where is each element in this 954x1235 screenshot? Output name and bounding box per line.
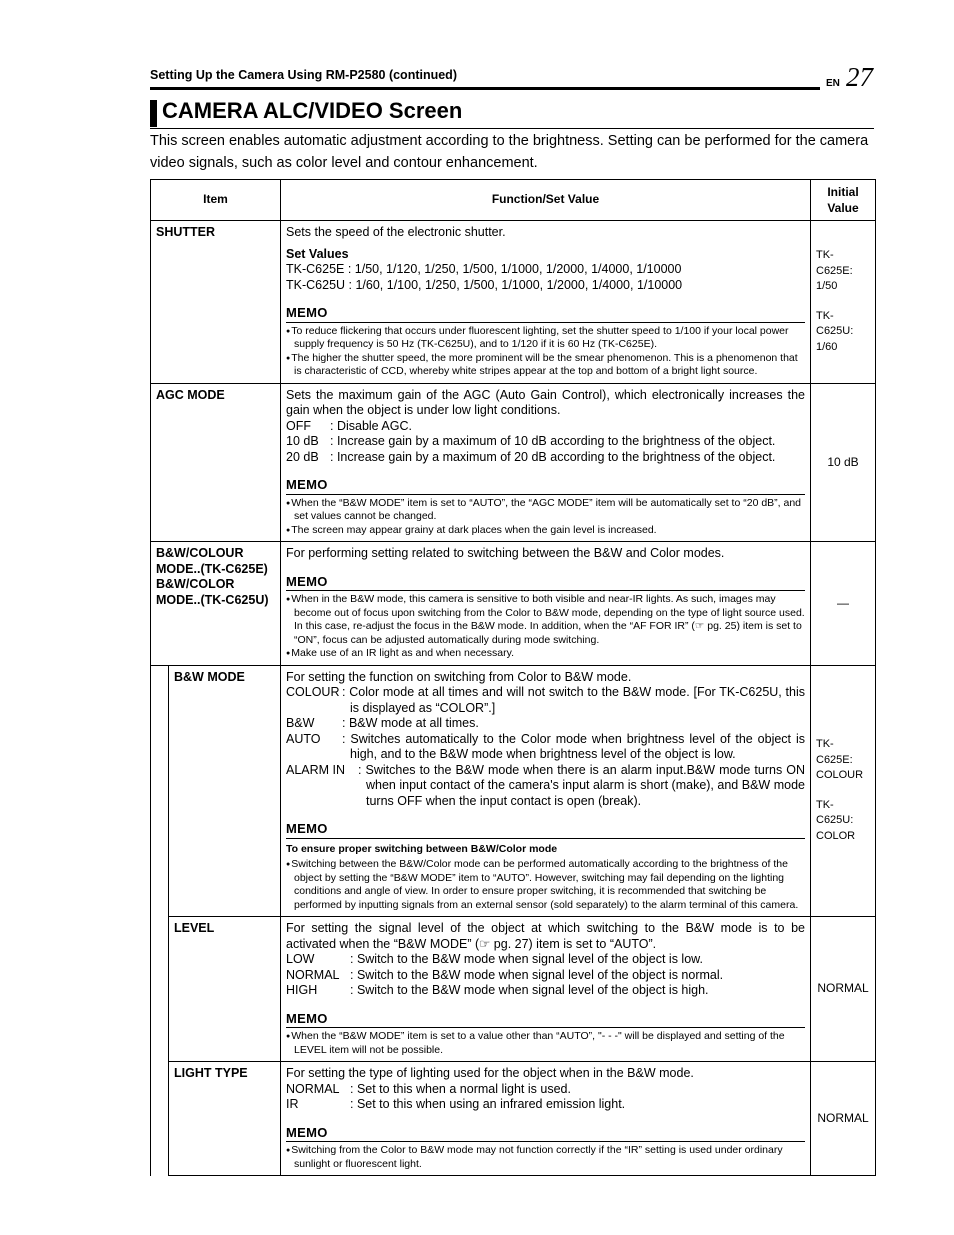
- memo-label: MEMO: [286, 477, 805, 495]
- initial-line: COLOR: [816, 829, 856, 842]
- memo-label: MEMO: [286, 305, 805, 323]
- memo-list: [286, 325, 805, 379]
- page-title: CAMERA ALC/VIDEO Screen: [162, 98, 463, 123]
- intro-text: This screen enables automatic adjustment according to the brightness. Setting can be performed for the camera video signals, such as color level and contour enhancement.: [150, 133, 869, 171]
- initial-bw-mode: [811, 665, 876, 917]
- option-row: B&W : B&W mode at all times.: [286, 716, 479, 730]
- shutter-values-e: TK-C625E : 1/50, 1/120, 1/250, 1/500, 1/1000, 1/2000, 1/4000, 1/10000: [286, 262, 682, 276]
- initial-line: TK-C625U:: [816, 309, 854, 338]
- page-header: [150, 62, 874, 92]
- initial-agc: 10 dB: [811, 383, 876, 542]
- bw-colour-desc: For performing setting related to switching between the B&W and Color modes.: [286, 546, 725, 560]
- initial-line: TK-C625E:: [816, 249, 853, 277]
- item-agc: AGC MODE: [151, 383, 281, 542]
- memo-item: ● To reduce flickering that occurs under fluorescent lighting, set the shutter speed to 1/100 if your local power supply frequency is 50 Hz (TK-C625U), and to 1/120 if it is 60 Hz (TK-C625E).: [286, 325, 805, 352]
- item-light-type: LIGHT TYPE: [169, 1062, 281, 1176]
- option-row: ALARM IN : Switches to the B&W mode when there is an alarm input.B&W mode turns ON when input contact of the camera's input alarm is short (make), and B&W mode turns OFF when the input contact is open (break).: [286, 762, 805, 808]
- memo-subheading: To ensure proper switching between B&W/Color mode: [286, 842, 558, 855]
- page-number: 27: [846, 62, 873, 92]
- memo-label: MEMO: [286, 574, 805, 592]
- option-row: AUTO : Switches automatically to the Color mode when brightness level of the object is high, and to the B&W mode when brightness level of the object is low.: [286, 731, 805, 761]
- memo-item: ● Switching from the Color to B&W mode may not function correctly if the “IR” setting is used under ordinary sunlight or fluorescent light.: [286, 1144, 805, 1171]
- initial-bw-colour: —: [811, 542, 876, 666]
- memo-item: ● When in the B&W mode, this camera is sensitive to both visible and near-IR lights. As such, images may become out of focus upon switching from the Color to B&W mode, depending on the type of light source used. In this case, re-adjust the focus in the B&W mode. In addition, when the “AF FOR IR” (☞ pg. 25) item is set to “ON”, focus can be adjusted automatically during mode switching.: [286, 593, 805, 647]
- memo-list: [286, 858, 805, 912]
- initial-line: COLOUR: [816, 769, 864, 782]
- table-row-light-type: [151, 1062, 876, 1176]
- memo-item: ● When the “B&W MODE” item is set to “AUTO”, the “AGC MODE” item will be automatically set to “20 dB”, and set values cannot be changed.: [286, 497, 805, 524]
- table-row-shutter: [151, 221, 876, 384]
- agc-desc: Sets the maximum gain of the AGC (Auto Gain Control), which electronically increases the gain when the object is under low light conditions.: [286, 387, 805, 417]
- initial-line: TK-C625U:: [816, 798, 854, 827]
- memo-list: [286, 497, 805, 538]
- initial-shutter: [811, 221, 876, 384]
- item-shutter: SHUTTER: [151, 221, 281, 384]
- function-light-type: [281, 1062, 811, 1176]
- memo-item: ● Make use of an IR light as and when necessary.: [286, 647, 805, 661]
- memo-item: ● Switching between the B&W/Color mode can be performed automatically according to the brightness of the object by setting the “B&W MODE” item to “AUTO”. However, switching may fail depending on the lighting conditions and angle of view. In order to ensure proper switching, it is recommended that switching be performed by inputting signals from an external sensor (sold separately) to the alarm terminal of this camera.: [286, 858, 805, 912]
- option-row: OFF : Disable AGC.: [286, 418, 412, 433]
- header-rule: [150, 87, 820, 90]
- memo-item: ● The higher the shutter speed, the more prominent will be the smear phenomenon. This is a phenomenon that is characteristic of CCD, whereby white stripes appear at the top and bottom of a bright light source.: [286, 352, 805, 379]
- memo-label: MEMO: [286, 821, 805, 839]
- option-row: LOW : Switch to the B&W mode when signal level of the object is low.: [286, 952, 703, 966]
- header-item: Item: [151, 180, 281, 221]
- initial-level: NORMAL: [811, 917, 876, 1062]
- option-row: COLOUR : Color mode at all times and will not switch to the B&W mode. [For TK-C625U, this is displayed as “COLOR”.]: [286, 685, 805, 715]
- language-label: EN: [826, 78, 840, 89]
- item-bw-colour: B&W/COLOUR MODE..(TK-C625E) B&W/COLOR MODE..(TK-C625U): [151, 542, 281, 666]
- table-row-agc: [151, 383, 876, 542]
- function-shutter: [281, 221, 811, 384]
- bw-mode-desc: For setting the function on switching from Color to B&W mode.: [286, 669, 632, 684]
- option-row: NORMAL : Switch to the B&W mode when signal level of the object is normal.: [286, 967, 724, 982]
- light-type-desc: For setting the type of lighting used for the object when in the B&W mode.: [286, 1066, 694, 1080]
- table-row-bw-mode: [151, 665, 876, 917]
- option-row: IR : Set to this when using an infrared emission light.: [286, 1097, 626, 1111]
- option-row: HIGH : Switch to the B&W mode when signal level of the object is high.: [286, 983, 709, 997]
- title-marker: [150, 100, 157, 127]
- memo-list: [286, 1030, 805, 1057]
- item-level: LEVEL: [169, 917, 281, 1062]
- shutter-values-u: TK-C625U : 1/60, 1/100, 1/250, 1/500, 1/1000, 1/2000, 1/4000, 1/10000: [286, 277, 683, 292]
- function-level: [281, 917, 811, 1062]
- table-header-row: [151, 180, 876, 221]
- table-row-level: [151, 917, 876, 1062]
- function-bw-mode: [281, 665, 811, 917]
- initial-line: TK-C625E:: [816, 738, 853, 766]
- item-bw-mode: B&W MODE: [169, 665, 281, 917]
- level-desc: For setting the signal level of the object at which switching to the B&W mode is to be activated when the “B&W MODE” (☞ pg. 27) item is set to “AUTO”.: [286, 921, 805, 951]
- function-agc: [281, 383, 811, 542]
- title-rule: [150, 128, 874, 129]
- set-values-label: Set Values: [286, 246, 349, 261]
- indent-cell: [151, 665, 169, 1176]
- initial-line: 1/50: [816, 280, 838, 293]
- table-row-bw-colour: [151, 542, 876, 666]
- option-row: NORMAL : Set to this when a normal light is used.: [286, 1081, 571, 1096]
- initial-line: 1/60: [816, 340, 838, 353]
- memo-label: MEMO: [286, 1011, 805, 1029]
- memo-item: ● When the “B&W MODE” item is set to a value other than “AUTO”, "- - -" will be displayed and setting of the LEVEL item will not be possible.: [286, 1030, 805, 1057]
- header-initial: Initial Value: [811, 180, 876, 221]
- memo-list: [286, 593, 805, 661]
- section-title: Setting Up the Camera Using RM-P2580 (continued): [150, 68, 457, 82]
- option-row: 20 dB : Increase gain by a maximum of 20 dB according to the brightness of the object.: [286, 449, 776, 464]
- memo-list: [286, 1144, 805, 1171]
- memo-label: MEMO: [286, 1125, 805, 1143]
- function-bw-colour: [281, 542, 811, 666]
- shutter-desc: Sets the speed of the electronic shutter.: [286, 225, 506, 239]
- memo-item: ● The screen may appear grainy at dark places when the gain level is increased.: [286, 524, 805, 538]
- initial-light-type: NORMAL: [811, 1062, 876, 1176]
- settings-table: [150, 179, 876, 1176]
- header-function: Function/Set Value: [281, 180, 811, 221]
- option-row: 10 dB : Increase gain by a maximum of 10 dB according to the brightness of the object.: [286, 434, 776, 448]
